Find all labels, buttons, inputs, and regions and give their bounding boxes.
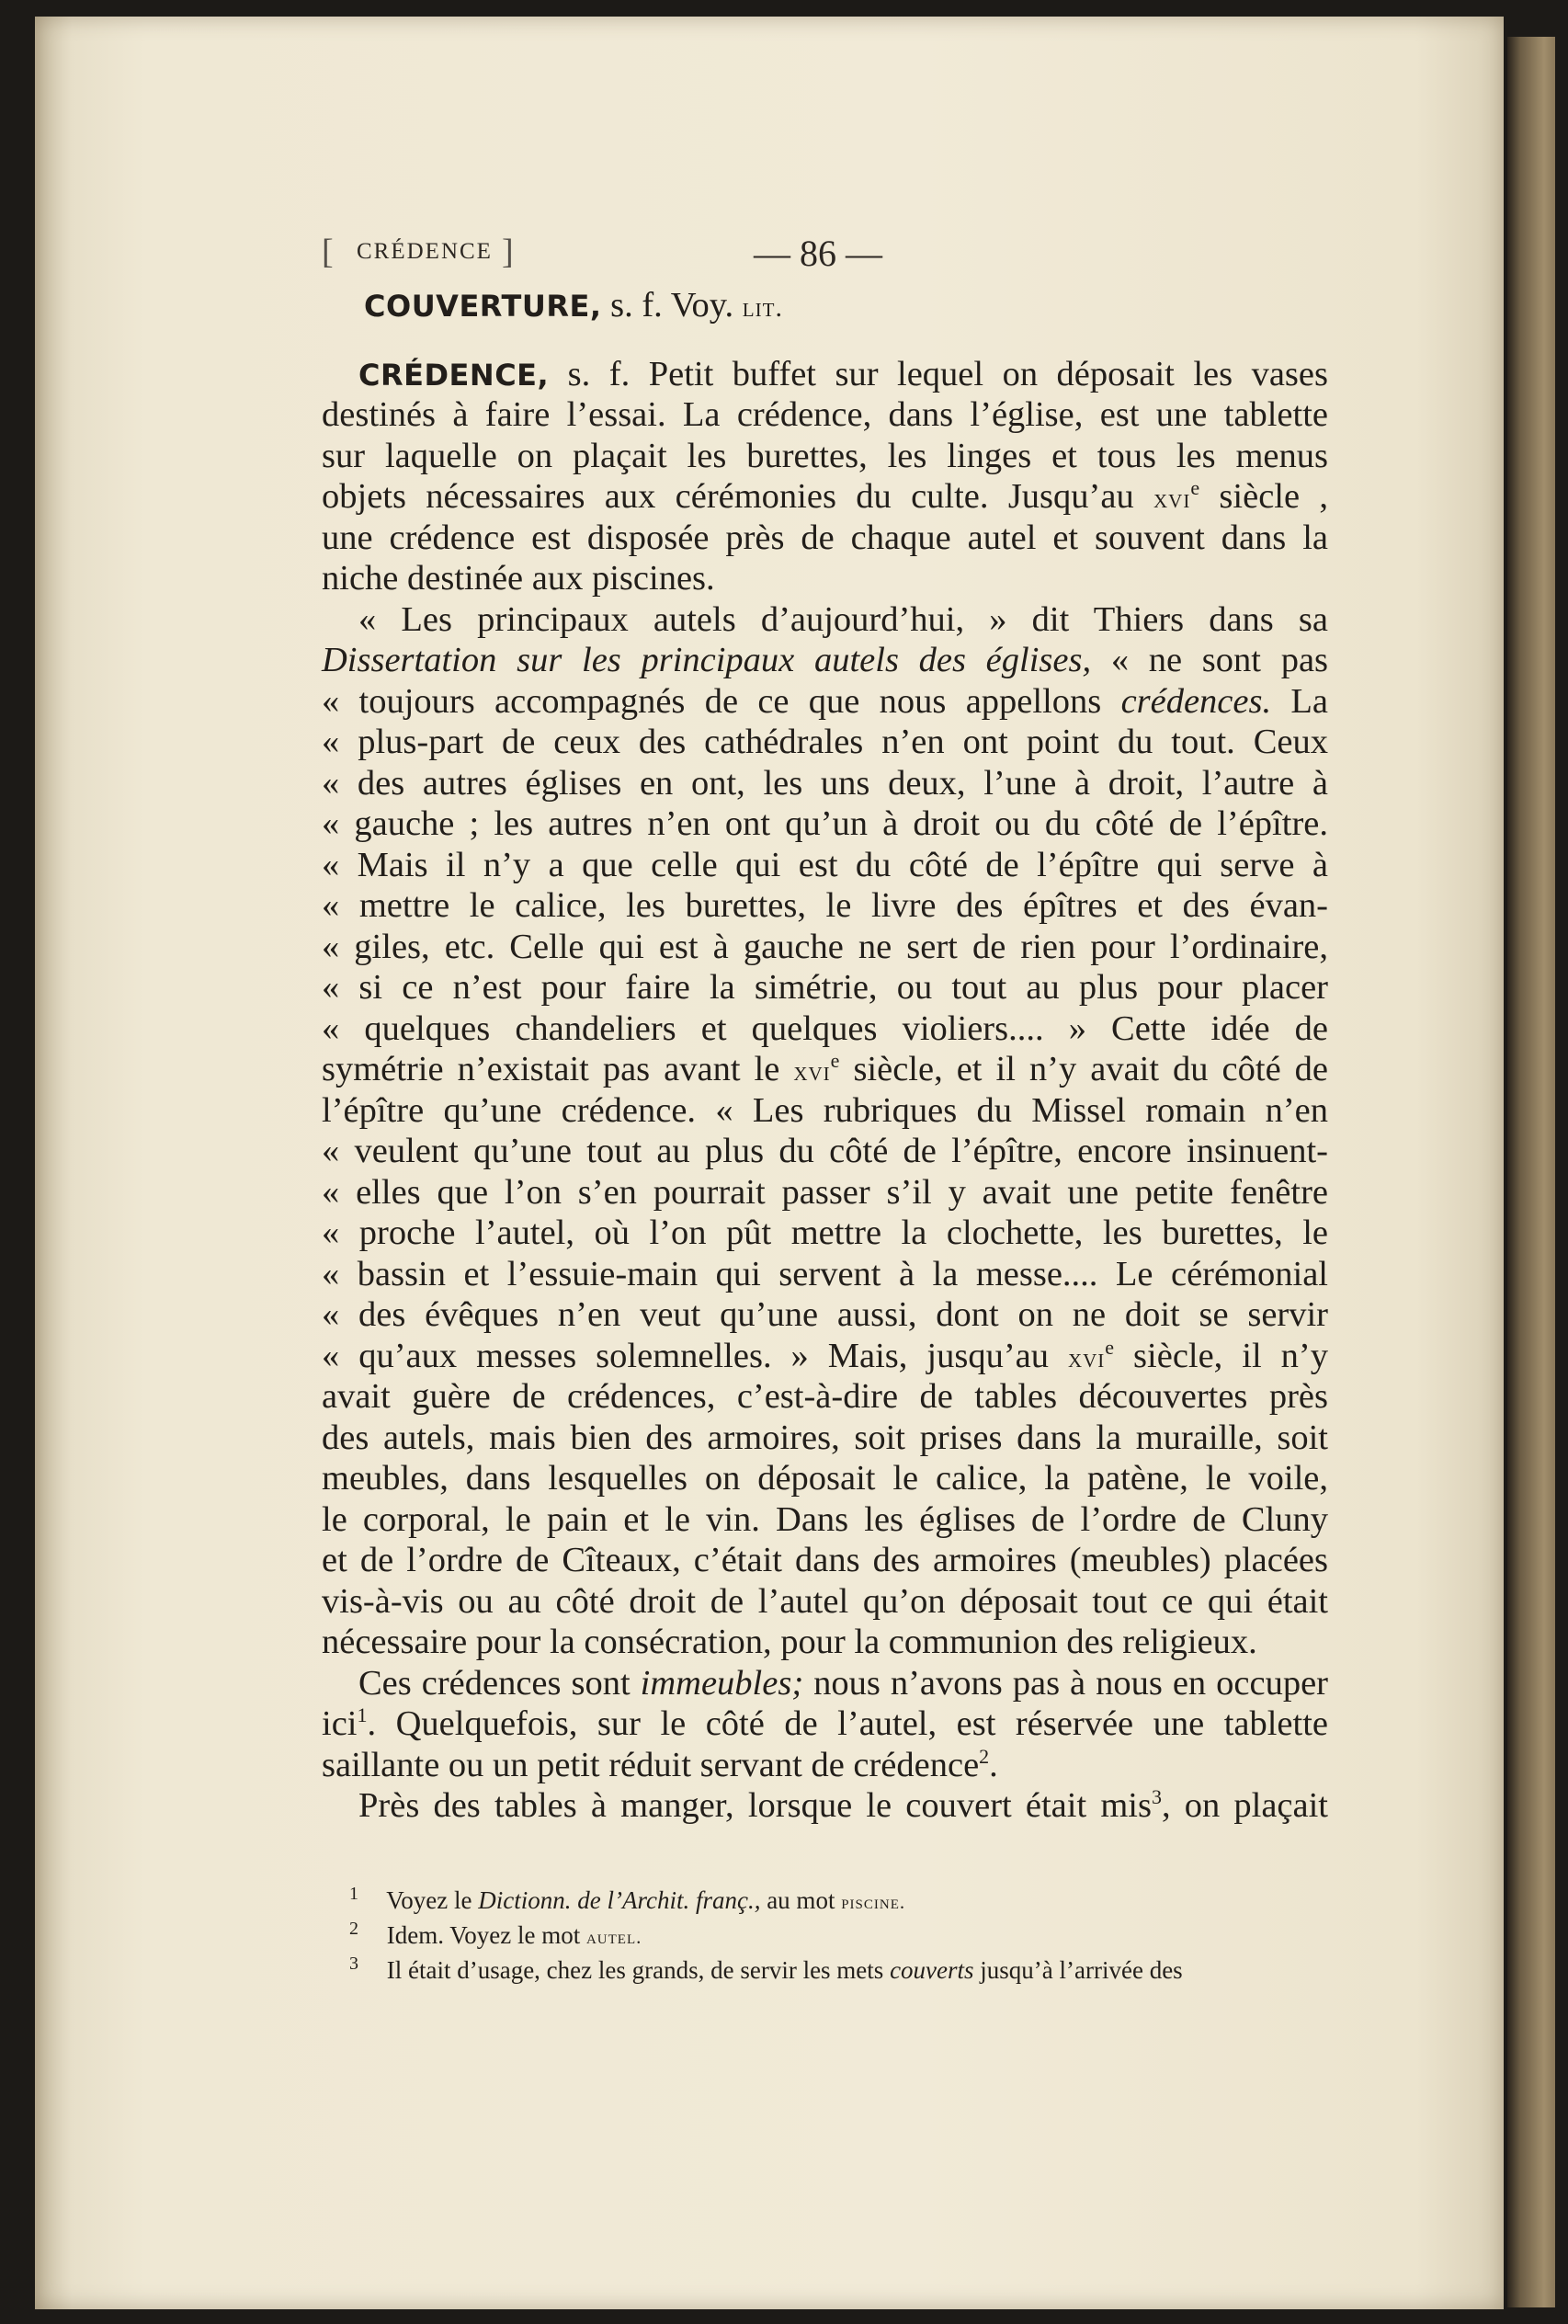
- footnote-ref[interactable]: 3: [1151, 1785, 1162, 1809]
- text-line: [322, 681, 1328, 723]
- text-line: [322, 1785, 1328, 1827]
- text-span: nous n’avons pas à nous en occuper: [813, 1663, 1329, 1703]
- century-numeral: xvi: [793, 1056, 831, 1087]
- text-span: siècle, et il n’y avait du côté de: [853, 1050, 1329, 1088]
- text-line: meubles, dans lesquelles on déposait le calice, la patène, le voile,: [322, 1459, 1328, 1498]
- text-span: « qu’aux messes solemnelles. » Mais, jusqu’au: [322, 1336, 1049, 1375]
- text-line: [322, 476, 1328, 518]
- running-head-open-bracket: [: [322, 233, 334, 271]
- text-line: [322, 1049, 1328, 1090]
- text-line: « quelques chandeliers et quelques violiers.... » Cette idée de: [322, 1008, 1328, 1048]
- superscript: e: [1190, 476, 1200, 500]
- entry-text: s. f. Voy.: [610, 286, 734, 325]
- footnote-ref[interactable]: 2: [979, 1744, 990, 1768]
- text-line: « proche l’autel, où l’on pût mettre la clochette, les burettes, le: [322, 1213, 1328, 1252]
- century-numeral: xvi: [1153, 484, 1191, 514]
- page-number: — 86 —: [754, 233, 882, 274]
- text-span: saillante ou un petit réduit servant de crédence: [322, 1745, 980, 1784]
- text-line: vis-à-vis ou au côté droit de l’autel qu’on déposait tout ce qui était: [322, 1581, 1328, 1621]
- text-span: La: [1290, 681, 1328, 721]
- text-line: destinés à faire l’essai. La crédence, dans l’église, est une tablette: [322, 395, 1328, 434]
- text-line: « des autres églises en ont, les uns deux, l’une à droit, l’autre à: [322, 763, 1328, 803]
- text-span: . Quelquefois, sur le côté de l’autel, est réservée une tablette: [367, 1704, 1328, 1743]
- text-line: « plus-part de ceux des cathédrales n’en ont point du tout. Ceux: [322, 723, 1328, 761]
- footnote-text: Voyez le: [386, 1886, 472, 1914]
- footnote: 3 Il était d’usage, chez les grands, de servir les mets couverts jusqu’à l’arrivée des: [349, 1954, 1183, 1984]
- superscript: e: [1105, 1335, 1115, 1359]
- footnote-italic: couverts: [890, 1956, 974, 1984]
- text-line: « des évêques n’en veut qu’une aussi, dont on ne doit se servir: [322, 1295, 1328, 1334]
- text-span: « ne sont pas: [1110, 641, 1329, 679]
- text-line: « bassin et l’essuie-main qui servent à la messe.... Le cérémonial: [322, 1254, 1328, 1293]
- footnote-text: au mot: [767, 1886, 835, 1914]
- footnote: 2 Idem. Voyez le mot autel.: [349, 1919, 642, 1949]
- text-line: « giles, etc. Celle qui est à gauche ne sert de rien pour l’ordinaire,: [322, 927, 1328, 966]
- running-head-close-bracket: ]: [502, 233, 514, 271]
- footnote-cross-reference: piscine.: [841, 1891, 906, 1913]
- text-span: siècle ,: [1219, 477, 1328, 516]
- running-head-section: CRÉDENCE: [357, 239, 493, 264]
- footnote: 1 Voyez le Dictionn. de l’Archit. franç., au mot piscine.: [349, 1884, 906, 1914]
- text-line: [322, 640, 1328, 681]
- text-span: .: [989, 1745, 998, 1784]
- footnotes: [349, 1883, 1328, 1988]
- text-line: [322, 1703, 1328, 1745]
- text-line: « elles que l’on s’en pourrait passer s’il y avait une petite fenêtre: [322, 1172, 1328, 1212]
- entry-headword: CRÉDENCE,: [358, 357, 550, 393]
- italic-term: immeubles;: [640, 1663, 804, 1703]
- text-span: symétrie n’existait pas avant le: [322, 1050, 780, 1088]
- text-line: « si ce n’est pour faire la simétrie, ou tout au plus pour placer: [322, 968, 1328, 1007]
- text-span: siècle, il n’y: [1133, 1336, 1328, 1375]
- facing-page-edge: [1507, 37, 1555, 2307]
- text-span: s. f. Petit buffet sur lequel on déposait les vases: [567, 354, 1328, 393]
- entry-couverture: [322, 285, 1328, 326]
- footnote-text: jusqu’à l’arrivée des: [980, 1956, 1183, 1984]
- text-line: une crédence est disposée près de chaque autel et souvent dans la: [322, 518, 1328, 557]
- text-span: objets nécessaires aux cérémonies du culte. Jusqu’au: [322, 477, 1134, 516]
- italic-title: Dissertation sur les principaux autels des églises,: [322, 641, 1092, 679]
- page-body: [322, 285, 1328, 1827]
- text-line: le corporal, le pain et le vin. Dans les églises de l’ordre de Cluny: [322, 1499, 1328, 1539]
- text-line: « veulent qu’une tout au plus du côté de l’épître, encore insinuent-: [322, 1132, 1328, 1170]
- century-numeral: xvi: [1067, 1342, 1106, 1373]
- text-line: l’épître qu’une crédence. « Les rubriques du Missel romain n’en: [322, 1090, 1328, 1130]
- text-line: des autels, mais bien des armoires, soit prises dans la muraille, soit: [322, 1418, 1328, 1457]
- text-line: « gauche ; les autres n’en ont qu’un à droit ou du côté de l’épître.: [322, 804, 1328, 843]
- entry-cross-reference: lit.: [742, 292, 783, 323]
- text-line: nécessaire pour la consécration, pour la communion des religieux.: [322, 1623, 1257, 1661]
- text-span: Ces crédences sont: [358, 1663, 631, 1703]
- running-head: [322, 232, 1379, 278]
- footnote-ref[interactable]: 1: [357, 1703, 368, 1727]
- text-line: et de l’ordre de Cîteaux, c’était dans des armoires (meubles) placées: [322, 1541, 1328, 1579]
- text-line: [322, 1336, 1328, 1377]
- entry-headword: COUVERTURE,: [364, 289, 602, 324]
- italic-term: crédences.: [1120, 681, 1272, 721]
- text-line: [322, 1745, 1328, 1786]
- footnote-italic: Dictionn. de l’Archit. franç.,: [478, 1886, 761, 1914]
- text-line: [322, 1663, 1328, 1704]
- text-line: « mettre le calice, les burettes, le livre des épîtres et des évan-: [322, 886, 1328, 925]
- text-span: ici: [322, 1704, 358, 1743]
- text-line: niche destinée aux piscines.: [322, 559, 715, 598]
- footnote-text: Il était d’usage, chez les grands, de servir les mets: [386, 1956, 884, 1984]
- text-span: Près des tables à manger, lorsque le couvert était mis: [358, 1786, 1152, 1825]
- footnote-cross-reference: autel.: [585, 1926, 642, 1948]
- footnote-text: Idem. Voyez le mot: [386, 1921, 581, 1949]
- text-line: [322, 354, 1328, 395]
- text-line: « Les principaux autels d’aujourd’hui, » dit Thiers dans sa: [358, 599, 1328, 639]
- text-span: , on plaçait: [1161, 1786, 1329, 1825]
- superscript: e: [830, 1049, 840, 1073]
- text-span: « toujours accompagnés de ce que nous appellons: [322, 681, 1102, 721]
- text-line: « Mais il n’y a que celle qui est du côté de l’épître qui serve à: [322, 845, 1328, 884]
- text-line: sur laquelle on plaçait les burettes, les linges et tous les menus: [322, 436, 1328, 475]
- text-line: avait guère de crédences, c’est-à-dire de tables découvertes près: [322, 1377, 1328, 1416]
